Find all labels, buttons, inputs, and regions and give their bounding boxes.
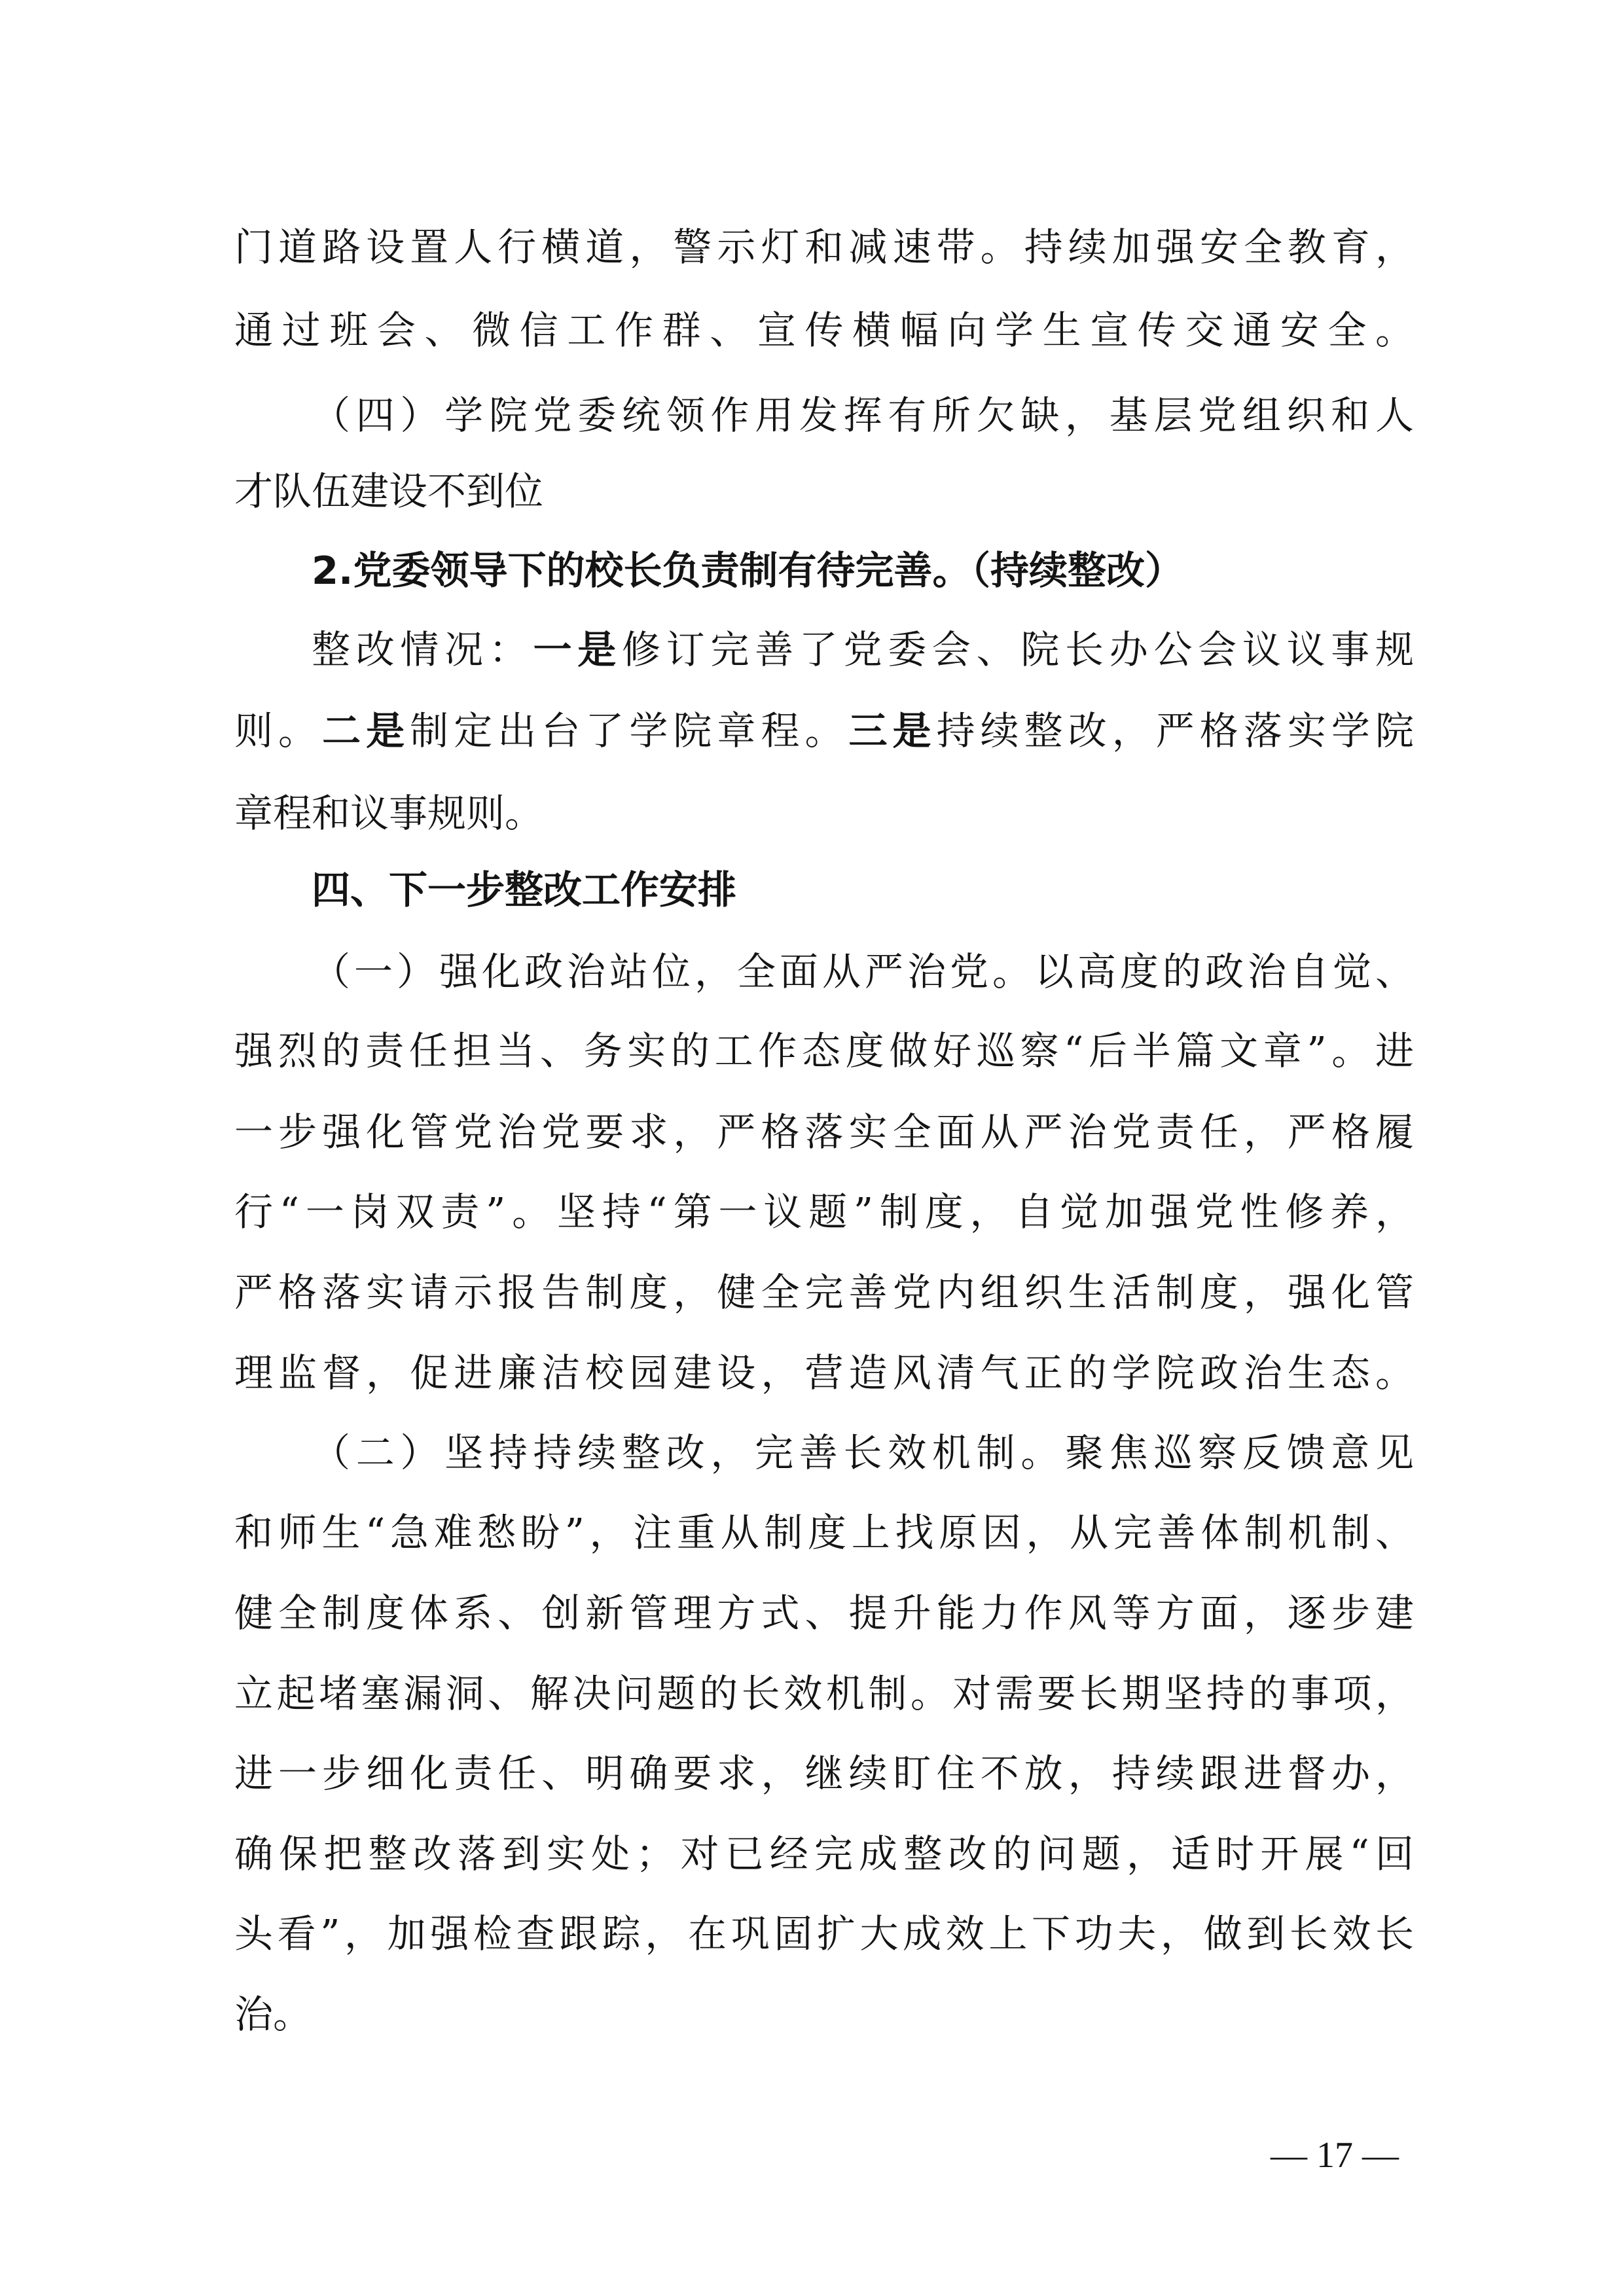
page-number: — 17 — <box>1271 2135 1399 2176</box>
body-text: 修订完善了党委会、院长办公会议议事规 <box>621 627 1414 672</box>
paragraph-line: 和师生“急难愁盼”，注重从制度上找原因，从完善体制机制、 <box>234 1510 1414 1555</box>
paragraph-line: 行“一岗双责”。坚持“第一议题”制度，自觉加强党性修养， <box>234 1189 1414 1234</box>
label-text: 整改情况： <box>312 627 533 672</box>
paragraph-line: 通过班会、微信工作群、宣传横幅向学生宣传交通安全。 <box>234 308 1414 353</box>
subsection-heading: 2.党委领导下的校长负责制有待完善。（持续整改） <box>312 548 1183 593</box>
paragraph-line: 门道路设置人行横道，警示灯和减速带。持续加强安全教育， <box>234 224 1414 270</box>
paragraph-line: 立起堵塞漏洞、解决问题的长效机制。对需要长期坚持的事项， <box>234 1671 1414 1716</box>
paragraph-line: 治。 <box>234 1992 312 2037</box>
paragraph-line: 确保把整改落到实处；对已经完成整改的问题，适时开展“回 <box>234 1831 1414 1876</box>
paragraph-line: （一）强化政治站位，全面从严治党。以高度的政治自觉、 <box>312 949 1414 994</box>
paragraph-line: 章程和议事规则。 <box>234 791 544 836</box>
paragraph-line: 严格落实请示报告制度，健全完善党内组织生活制度，强化管 <box>234 1270 1414 1315</box>
paragraph-line: 理监督，促进廉洁校园建设，营造风清气正的学院政治生态。 <box>234 1350 1414 1395</box>
paragraph-line <box>234 624 1414 676</box>
paragraph-line: 头看”，加强检查跟踪，在巩固扩大成效上下功夫，做到长效长 <box>234 1911 1414 1956</box>
paragraph-line: 进一步细化责任、明确要求，继续盯住不放，持续跟进督办， <box>234 1751 1414 1796</box>
section-heading-line: 才队伍建设不到位 <box>234 469 544 514</box>
body-text: 持续整改，严格落实学院 <box>936 708 1414 753</box>
paragraph-line <box>234 705 1414 757</box>
paragraph-line: （二）坚持持续整改，完善长效机制。聚焦巡察反馈意见 <box>312 1430 1414 1475</box>
keyword-text: 一是 <box>533 627 622 672</box>
paragraph-line: 强烈的责任担当、务实的工作态度做好巡察“后半篇文章”。进 <box>234 1028 1414 1073</box>
paragraph-line: 一步强化管党治党要求，严格落实全面从严治党责任，严格履 <box>234 1109 1414 1155</box>
body-text: 制定出台了学院章程。 <box>410 708 849 753</box>
body-text: 则。 <box>234 708 323 753</box>
keyword-text: 三是 <box>848 708 937 753</box>
chapter-heading: 四、下一步整改工作安排 <box>312 867 737 912</box>
section-heading-line: （四）学院党委统领作用发挥有所欠缺，基层党组织和人 <box>312 393 1414 438</box>
paragraph-line: 健全制度体系、创新管理方式、提升能力作风等方面，逐步建 <box>234 1590 1414 1636</box>
keyword-text: 二是 <box>322 708 410 753</box>
